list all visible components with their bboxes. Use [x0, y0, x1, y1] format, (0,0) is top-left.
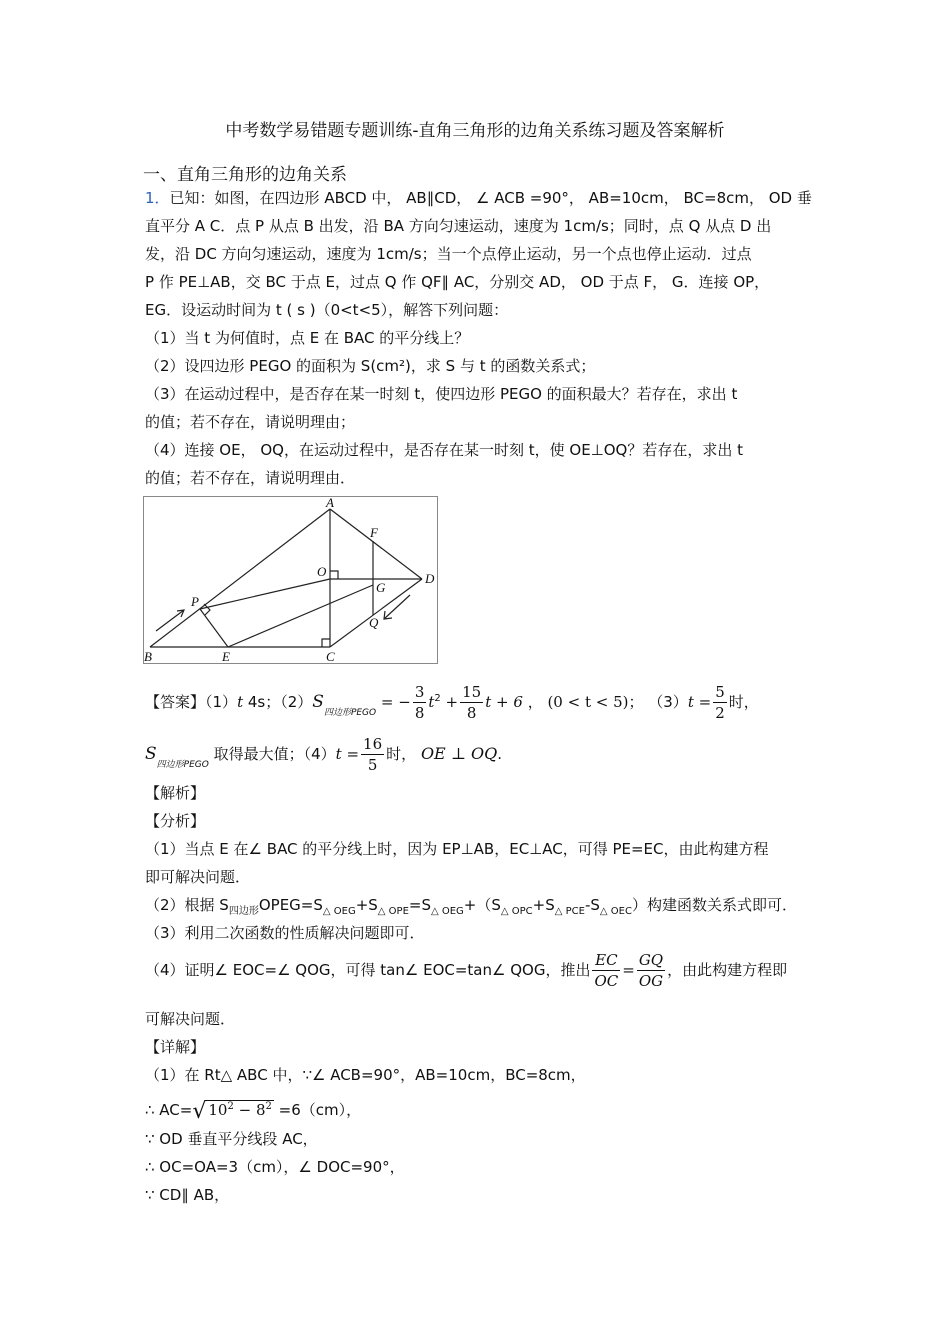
radical-sign: √: [192, 1099, 207, 1124]
label-e: E: [222, 649, 230, 663]
problem-number: 1．: [145, 189, 170, 207]
problem-line-10: （4）连接 OE， OQ，在运动过程中，是否存在某一时刻 t，使 OE⊥OQ？若存在，求出 t: [145, 441, 744, 459]
analysis-line-1b: 即可解决问题．: [145, 868, 251, 886]
segment-ad: [330, 509, 422, 579]
analysis-line-4: （4）证明∠ EOC=∠ QOG，可得 tan∠ EOC=tan∠ QOG，推出 $\frac{EC}{OC}$ = $\frac{GQ}{OG}$ ，由此构建方程即: [145, 951, 788, 990]
problem-line-9: 的值；若不存在，请说明理由；: [145, 413, 356, 431]
label-g: G: [376, 580, 386, 595]
answer-line-1: 【答案】（1）t 4s；$(2)S_{四边形PEGO}$ = − $\frac{3}{8}$ $t^2$ + $\frac{15}{8}$ t + 6 ， (0 < t < 5)； （3）t = $\frac{5}{2}$ 时，: [145, 683, 759, 722]
fraction-ec-oc: $\frac{EC}{OC}$: [594, 951, 619, 990]
fraction-16-5: $\frac{16}{5}$: [363, 735, 383, 774]
answer-label: 【答案】: [145, 693, 206, 711]
fraction-3-8: $\frac{3}{8}$: [414, 683, 425, 722]
page-title: 中考数学易错题专题训练-直角三角形的边角关系练习题及答案解析: [225, 121, 725, 141]
analysis-subheading: 【分析】: [145, 812, 206, 830]
label-q: Q: [369, 615, 379, 630]
analysis-label: 【解析】: [145, 784, 206, 802]
geometry-figure: [143, 496, 438, 664]
fraction-gq-og: $\frac{GQ}{OG}$: [638, 951, 664, 990]
detail-line-1: （1）在 Rt△ ABC 中，∵∠ ACB=90°，AB=10cm，BC=8cm，: [145, 1066, 586, 1084]
detail-line-2: ∴ AC=√ $10^2 - 8^2 =6(cm)$，: [145, 1099, 362, 1124]
label-o: O: [317, 564, 327, 579]
problem-line-6: （1）当 t 为何值时，点 E 在 BAC 的平分线上？: [145, 329, 470, 347]
fraction-5-2: $\frac{5}{2}$: [715, 683, 725, 722]
right-angle-p: [204, 604, 210, 615]
label-d: D: [425, 571, 435, 586]
geometry-diagram: [144, 497, 437, 663]
answer-line-2: $S_{四边形PEGO}$ 取得最大值；（4）t = $\frac{16}{5}$ 时， OE ⊥ OQ.: [145, 735, 502, 774]
arrow-p-head: [177, 610, 184, 617]
label-b: B: [144, 649, 152, 663]
fraction-15-8: $\frac{15}{8}$: [462, 683, 482, 722]
segment-eg: [228, 585, 373, 647]
segment-ba: [150, 509, 330, 647]
analysis-line-4b: 可解决问题．: [145, 1010, 236, 1028]
detail-line-4: ∴ OC=OA=3（cm），∠ DOC=90°，: [145, 1158, 405, 1176]
problem-line-11: 的值；若不存在，请说明理由．: [145, 469, 356, 487]
problem-line-1: 1．已知：如图，在四边形 ABCD 中， AB∥CD， ∠ ACB =90°， AB=10cm， BC=8cm， OD 垂: [145, 189, 812, 207]
problem-line-4: P 作 PE⊥AB，交 BC 于点 E，过点 Q 作 QF∥ AC，分别交 AD， OD 于点 F， G．连接 OP，: [145, 273, 770, 291]
arrow-p-shaft: [156, 610, 184, 631]
detail-line-3: ∵ OD 垂直平分线段 AC，: [145, 1130, 318, 1148]
problem-line-3: 发，沿 DC 方向匀速运动，速度为 1cm/s；当一个点停止运动，另一个点也停止运动．过点: [145, 245, 752, 263]
problem-line-2: 直平分 A C．点 P 从点 B 出发，沿 BA 方向匀速运动，速度为 1cm/s；同时，点 Q 从点 D 出: [145, 217, 772, 235]
problem-line-5: EG．设运动时间为 t ( s )（0<t<5），解答下列问题：: [145, 301, 509, 319]
analysis-line-2: （2）根据 $S_{四边形}OPEG=S_{\triangle OEG}+S_{\triangle OPE}=S_{\triangle OEG}+(S_{\triangle OPC}+S_{\triangle PCE}-S_{\triangle OEC})$构建函数关系式即可．: [145, 896, 797, 917]
right-angle-o: [330, 571, 338, 579]
right-angle-c: [322, 639, 330, 647]
problem-line-8: （3）在运动过程中，是否存在某一时刻 t，使四边形 PEGO 的面积最大？若存在，求出 t: [145, 385, 738, 403]
analysis-line-1a: （1）当点 E 在∠ BAC 的平分线上时，因为 EP⊥AB，EC⊥AC，可得 PE=EC，由此构建方程: [145, 840, 769, 858]
analysis-line-3: （3）利用二次函数的性质解决问题即可．: [145, 924, 425, 942]
label-f: F: [370, 525, 378, 540]
label-p: P: [191, 594, 199, 609]
label-a: A: [326, 497, 334, 510]
section-heading: 一、直角三角形的边角关系: [143, 165, 347, 185]
detail-label: 【详解】: [145, 1038, 206, 1056]
detail-line-5: ∵ CD∥ AB，: [145, 1186, 230, 1204]
problem-line-7: （2）设四边形 PEGO 的面积为 S(cm²)，求 S 与 t 的函数关系式；: [145, 357, 596, 375]
segment-pe: [200, 609, 228, 647]
label-c: C: [326, 649, 335, 663]
arrow-q-shaft: [384, 595, 410, 619]
